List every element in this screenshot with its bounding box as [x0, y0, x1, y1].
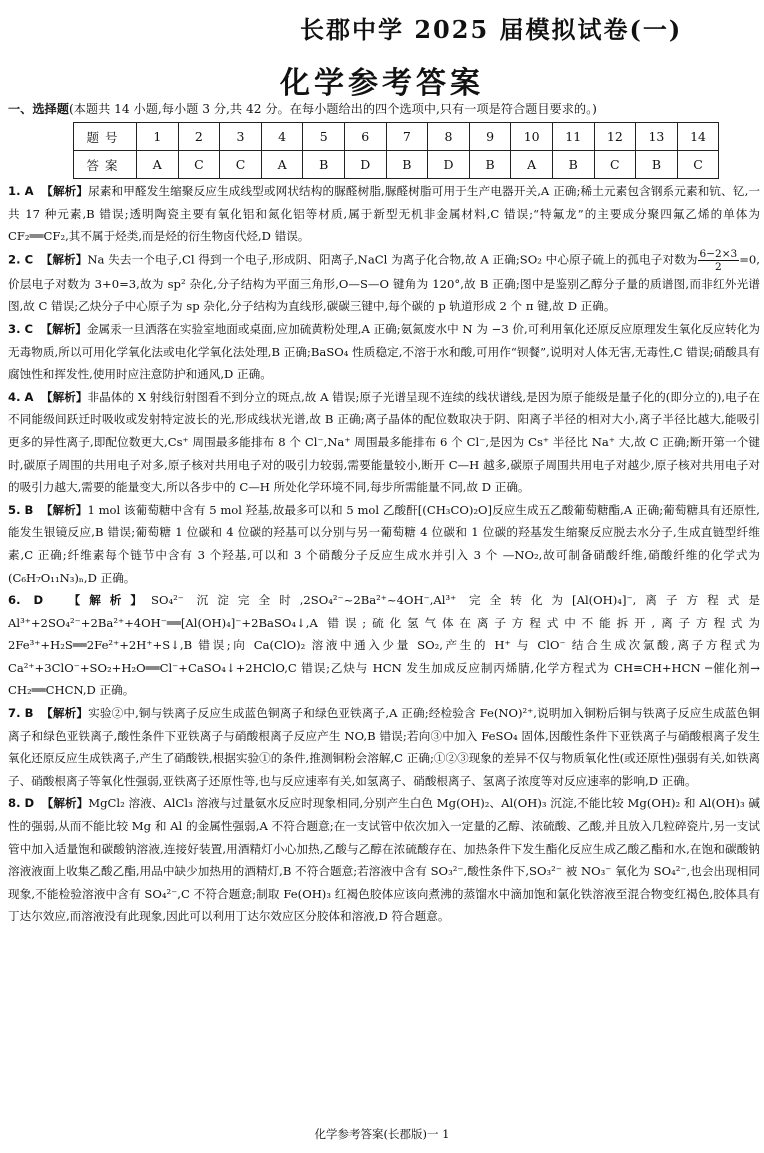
answer-item-3 [8, 318, 760, 386]
question-number-cell: 9 [469, 123, 511, 151]
answer-cell: D [428, 151, 470, 179]
answer-lead: 7. B [8, 706, 34, 721]
lone-pair-fraction [698, 248, 740, 273]
fraction-numerator: 6−2×3 [699, 247, 738, 260]
answer-lead: 6. D [8, 593, 44, 608]
answer-cell: B [386, 151, 428, 179]
answer-cell: B [469, 151, 511, 179]
section-note: (本题共 14 小题,每小题 3 分,共 42 分。在每小题给出的四个选项中,只有一项是符合题目要求的。) [68, 102, 597, 116]
answer-lead: 3. C [8, 321, 34, 336]
answer-lead: 5. B [8, 502, 34, 517]
answer-text: 金属汞一旦洒落在实验室地面或桌面,应加硫黄粉处理,A 正确;氨氮废水中 N 为 −3 价,可利用氧化还原反应原理发生氧化反应转化为无毒物质,所以可用化学氧化法或电化学氧化法处理,B 正确;BaSO₄ 性质稳定,不溶于水和酸,可用作“钡餐”,说明对人体无害,无毒性,C 错误;硝酸具有腐蚀性和挥发性,使用时应注意防护和通风,D 正确。 [8, 321, 760, 382]
answer-item-8 [8, 792, 760, 928]
answer-item-6 [8, 589, 760, 702]
answer-lead: 4. A [8, 389, 34, 404]
school-title: 长郡中学 2025 届模拟试卷(一) [300, 15, 683, 44]
answer-text: SO₄²⁻ 沉淀完全时,2SO₄²⁻~2Ba²⁺~4OH⁻,Al³⁺ 完全转化为[Al(OH)₄]⁻,离子方程式是 Al³⁺+2SO₄²⁻+2Ba²⁺+4OH⁻══[Al(OH)₄]⁻+2BaSO₄↓,A 错误;硫化氢气体在离子方程式中不能拆开,离子方程式为 2Fe³⁺+H₂S══2Fe²⁺+2H⁺+S↓,B 错误;向 Ca(ClO)₂ 溶液中通入少量 SO₂,产生的 H⁺ 与 ClO⁻ 结合生成次氯酸,离子方程式为 Ca²⁺+3ClO⁻+SO₂+H₂O══Cl⁻+CaSO₄↓+2HClO,C 错误;乙炔与 HCN 发生加成反应制丙烯腈,化学方程式为 CH≡CH+HCN ─催化剂→ CH₂══CHCN,D 正确。 [8, 593, 760, 698]
page-title: 化学参考答案 [280, 66, 484, 101]
question-number-cell: 6 [344, 123, 386, 151]
answer-cell: A [137, 151, 179, 179]
answer-cell: D [344, 151, 386, 179]
question-number-cell: 2 [178, 123, 220, 151]
answer-table [73, 122, 719, 179]
answer-cell: A [511, 151, 553, 179]
answer-lead: 2. C [8, 252, 34, 267]
answer-explanations [8, 180, 760, 928]
page-footer: 化学参考答案(长郡版)一 1 [314, 1127, 450, 1141]
fraction-denominator: 2 [715, 260, 722, 273]
question-number-cell: 8 [428, 123, 470, 151]
answer-text: 非晶体的 X 射线衍射图看不到分立的斑点,故 A 错误;原子光谱呈现不连续的线状谱线,是因为原子能级是量子化的(即分立的),电子在不同能级间跃迁时吸收或发射特定波长的光,形成线状光谱,故 B 正确;离子晶体的配位数取决于阴、阳离子半径的相对大小,离子半径比越大,能吸引更多的异性离子,即配位数更大,Cs⁺ 周围最多能排布 8 个 Cl⁻,Na⁺ 周围最多能排布 6 个 Cl⁻,是因为 Cs⁺ 半径比 Na⁺ 大,故 C 正确;断开第一个键时,碳原子周围的共用电子对多,原子核对共用电子对的吸引力较弱,需要能量较小,断开 C—H 越多,碳原子周围共用电子对越少,原子核对共用电子对的吸引力越大,需要的能量变大,所以各步中的 C—H 所处化学环境不同,每步所需能量不同,故 D 正确。 [8, 389, 760, 495]
question-number-cell: 13 [636, 123, 678, 151]
analysis-tag: 【解析】 [40, 321, 87, 336]
answer-lead: 1. A [8, 184, 34, 198]
answer-row [74, 151, 719, 179]
answer-cell: C [178, 151, 220, 179]
answer-item-7 [8, 702, 760, 792]
analysis-tag: 【解析】 [41, 796, 89, 811]
answer-cell: C [677, 151, 719, 179]
answer-cell: C [594, 151, 636, 179]
question-number-cell: 11 [552, 123, 594, 151]
answer-cell: A [261, 151, 303, 179]
answer-cell: B [303, 151, 345, 179]
question-number-cell: 4 [261, 123, 303, 151]
question-number-cell: 14 [677, 123, 719, 151]
question-number-cell: 12 [594, 123, 636, 151]
analysis-tag: 【解析】 [40, 252, 88, 267]
question-number-row [74, 123, 719, 151]
answer-text: 1 mol 该葡萄糖中含有 5 mol 羟基,故最多可以和 5 mol 乙酸酐[(CH₃CO)₂O]反应生成五乙酸葡萄糖酯,A 正确;葡萄糖具有还原性,能发生银镜反应,B 错误;葡萄糖 1 位碳和 4 位碳的羟基可以分别与另一葡萄糖 4 位碳和 1 位碳的羟基发生缩聚反应脱去水分子,生成直链型纤维素,C 正确;纤维素每个链节中含有 3 个羟基,可以和 3 个硝酸分子反应生成水并引入 3 个 —NO₂,故可制备硝酸纤维,硝酸纤维的化学式为(C₆H₇O₁₁N₃)ₙ,D 正确。 [8, 502, 760, 585]
answer-cell: C [220, 151, 262, 179]
row-label-answer: 答案 [74, 151, 137, 179]
answer-cell: B [552, 151, 594, 179]
answer-item-1 [8, 180, 760, 248]
answer-text: 实验②中,铜与铁离子反应生成蓝色铜离子和绿色亚铁离子,A 正确;经检验含 Fe(NO)²⁺,说明加入铜粉后铜与铁离子反应生成蓝色铜离子和绿色亚铁离子,酸性条件下亚铁离子与硝酸根离子反应产生 NO,B 错误;若向③中加入 FeSO₄ 固体,因酸性条件下亚铁离子与硝酸根离子发生氧化还原反应生成铁离子,产生了硝酸铁,根据实验①的条件,推测铜粉会溶解,C 正确;①②③现象的差异不仅与物质氧化性(或还原性)强弱有关,如铁离子、硝酸根离子等氧化性强弱,亚铁离子还原性等,也与反应速率有关,如氢离子、硝酸根离子、氢离子浓度等对反应速率的影响,D 正确。 [8, 706, 760, 788]
analysis-tag: 【解析】 [40, 502, 88, 517]
analysis-tag: 【解析】 [68, 593, 152, 608]
question-number-cell: 10 [511, 123, 553, 151]
row-label-number: 题号 [74, 123, 137, 151]
answer-text-before-fraction: Na 失去一个电子,Cl 得到一个电子,形成阴、阳离子,NaCl 为离子化合物,故 A 正确;SO₂ 中心原子硫上的孤电子对数为 [87, 252, 698, 267]
analysis-tag: 【解析】 [41, 706, 89, 721]
answer-text-after-fraction: =0,价层电子对数为 3+0=3,故为 sp² 杂化,分子结构为平面三角形,O—S—O 键角为 120°,故 B 正确;图中是鉴别乙醇分子量的质谱图,而非红外光谱图,故 C 错误;乙炔分子中心原子为 sp 杂化,分子结构为直线形,碳碳三键中,每个碳的 p 轨道形成 2 个 π 键,故 D 正确。 [8, 252, 760, 314]
question-number-cell: 3 [220, 123, 262, 151]
question-number-cell: 1 [137, 123, 179, 151]
answer-item-4 [8, 386, 760, 499]
section-label: 一、选择题 [8, 102, 69, 116]
question-number-cell: 7 [386, 123, 428, 151]
question-number-cell: 5 [303, 123, 345, 151]
analysis-tag: 【解析】 [41, 184, 89, 198]
answer-lead: 8. D [8, 796, 35, 811]
answer-item-5 [8, 499, 760, 589]
answer-cell: B [636, 151, 678, 179]
answer-item-2 [8, 248, 760, 318]
answer-text: 尿素和甲醛发生缩聚反应生成线型或网状结构的脲醛树脂,脲醛树脂可用于生产电器开关,A 正确;稀土元素包含钢系元素和钪、钇,一共 17 种元素,B 错误;透明陶瓷主要有氧化铝和氮化铝等材质,属于新型无机非金属材料,C 错误;“特氟龙”的主要成分聚四氟乙烯的单体为 CF₂══CF₂,其不属于烃类,而是烃的衍生物卤代烃,D 错误。 [8, 184, 760, 244]
analysis-tag: 【解析】 [41, 389, 88, 404]
section-heading [8, 100, 758, 117]
answer-text: MgCl₂ 溶液、AlCl₃ 溶液与过量氨水反应时现象相同,分别产生白色 Mg(OH)₂、Al(OH)₃ 沉淀,不能比较 Mg(OH)₂ 和 Al(OH)₃ 碱性的强弱,从而不能比较 Mg 和 Al 的金属性强弱,A 不符合题意;在一支试管中依次加入一定量的乙醇、浓硫酸、乙酸,并且放入几粒碎瓷片,另一支试管中加入适量饱和碳酸钠溶液,连接好装置,用酒精灯小心加热,乙酸与乙醇在浓硫酸存在、加热条件下发生酯化反应生成乙酸乙酯和水,在饱和碳酸钠溶液液面上收集乙酸乙酯,用品中缺少加热用的酒精灯,B 不符合题意;若溶液中含有 SO₃²⁻,酸性条件下,SO₃²⁻ 被 NO₃⁻ 氧化为 SO₄²⁻,也会出现相同现象,不能检验溶液中含有 SO₄²⁻,C 不符合题意;制取 Fe(OH)₃ 红褐色胶体应该向煮沸的蒸馏水中滴加饱和氯化铁溶液至混合物变红褐色,胶体具有丁达尔效应,而溶液没有此现象,因此可以利用丁达尔效应区分胶体和溶液,D 符合题意。 [8, 796, 760, 924]
